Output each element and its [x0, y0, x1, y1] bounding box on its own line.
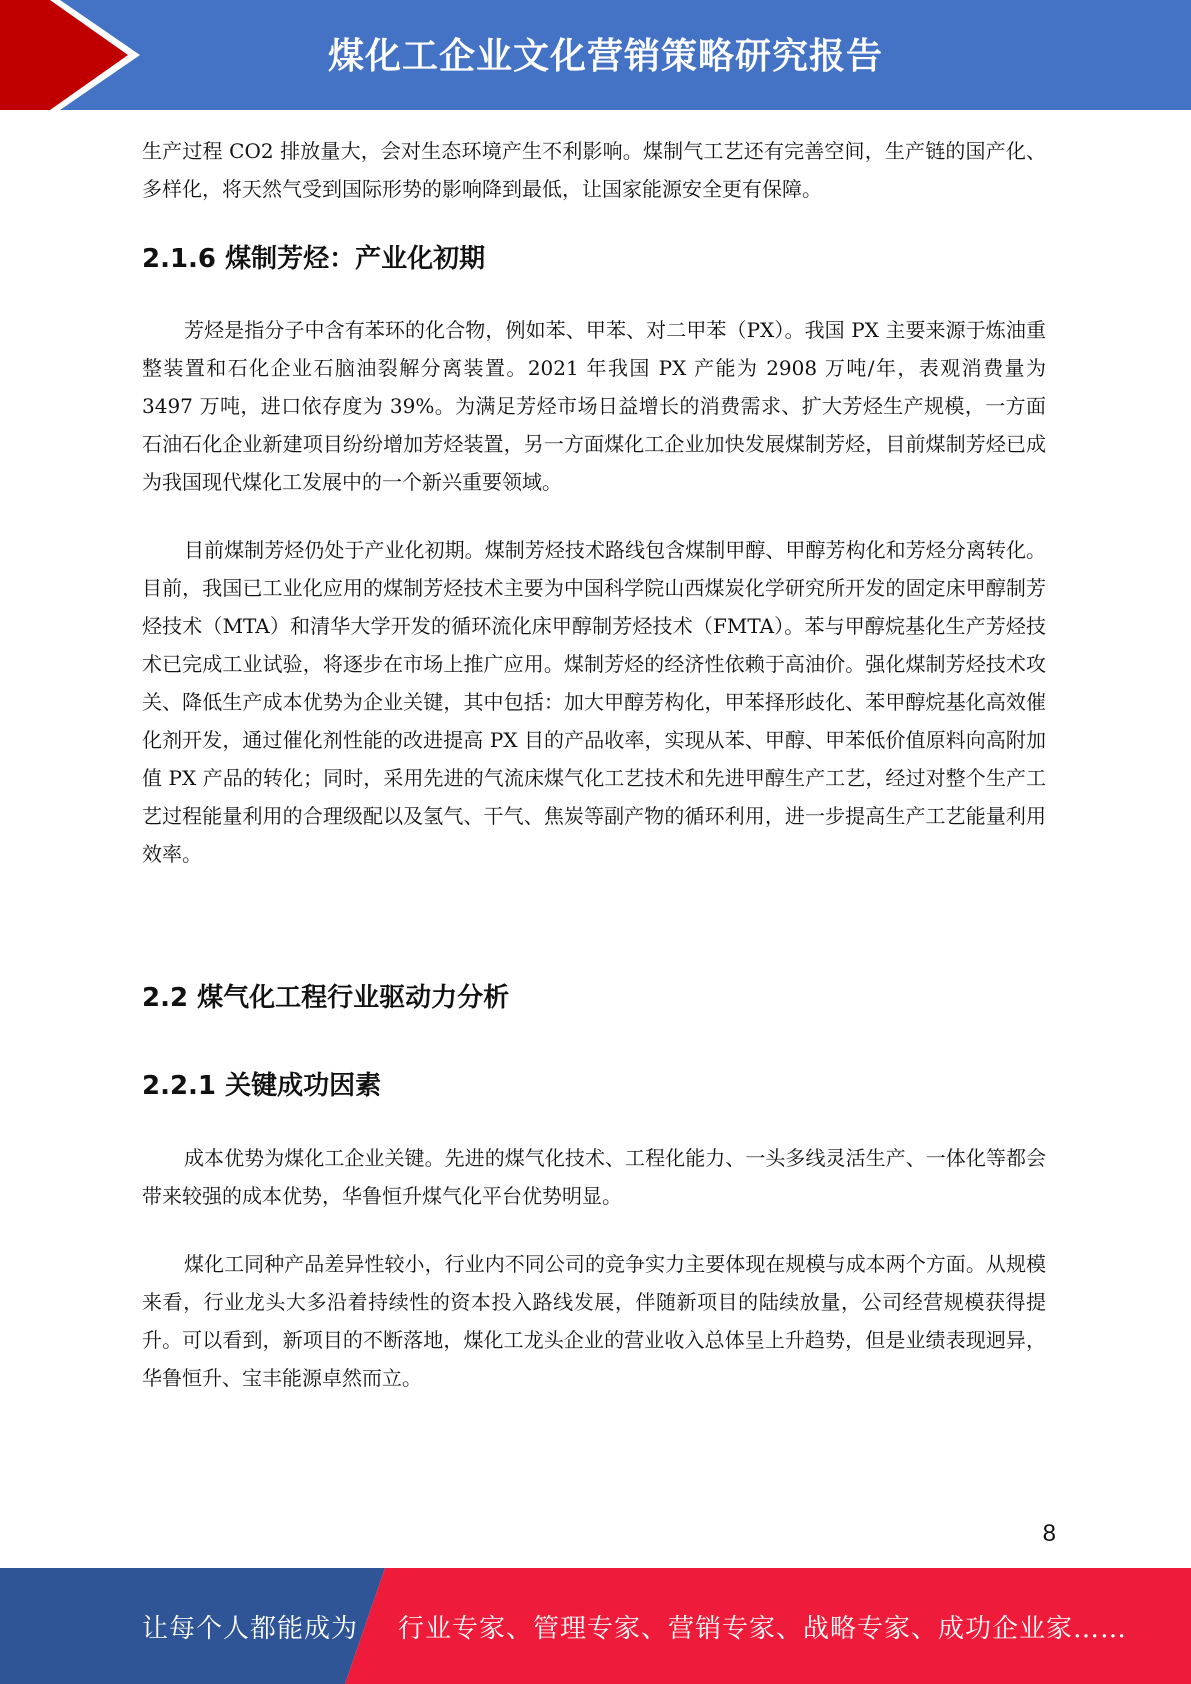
page-header	[0, 0, 1191, 110]
report-title: 煤化工企业文化营销策略研究报告	[327, 36, 883, 77]
footer-slogan-right: 行业专家、管理专家、营销专家、战略专家、成功企业家……	[398, 1614, 1128, 1644]
page-number: 8	[1042, 1520, 1056, 1547]
section-heading-2-2: 2.2 煤气化工程行业驱动力分析	[142, 983, 510, 1013]
intro-paragraph: 生产过程 CO2 排放量大，会对生态环境产生不利影响。煤制气工艺还有完善空间，生产链的国产化、多样化，将天然气受到国际形势的影响降到最低，让国家能源安全更有保障。	[142, 139, 1046, 201]
body-paragraph: 芳烃是指分子中含有苯环的化合物，例如苯、甲苯、对二甲苯（PX）。我国 PX 主要来源于炼油重整装置和石化企业石脑油裂解分离装置。2021 年我国 PX 产能为 2908 万吨/年，表观消费量为 3497 万吨，进口依存度为 39%。为满足芳烃市场日益增长的消费需求、扩大芳烃生产规模，一方面石油石化企业新建项目纷纷增加芳烃装置，另一方面煤化工企业加快发展煤制芳烃，目前煤制芳烃已成为我国现代煤化工发展中的一个新兴重要领域。	[142, 318, 1046, 494]
body-paragraph: 目前煤制芳烃仍处于产业化初期。煤制芳烃技术路线包含煤制甲醇、甲醇芳构化和芳烃分离转化。目前，我国已工业化应用的煤制芳烃技术主要为中国科学院山西煤炭化学研究所开发的固定床甲醇制芳烃技术（MTA）和清华大学开发的循环流化床甲醇制芳烃技术（FMTA）。苯与甲醇烷基化生产芳烃技术已完成工业试验，将逐步在市场上推广应用。煤制芳烃的经济性依赖于高油价。强化煤制芳烃技术攻关、降低生产成本优势为企业关键，其中包括：加大甲醇芳构化，甲苯择形歧化、苯甲醇烷基化高效催化剂开发，通过催化剂性能的改进提高 PX 目的产品收率，实现从苯、甲醇、甲苯低价值原料向高附加值 PX 产品的转化；同时，采用先进的气流床煤气化工艺技术和先进甲醇生产工艺，经过对整个生产工艺过程能量利用的合理级配以及氢气、干气、焦炭等副产物的循环利用，进一步提高生产工艺能量利用效率。	[142, 538, 1046, 866]
page-footer	[0, 1568, 1191, 1684]
body-paragraph: 煤化工同种产品差异性较小，行业内不同公司的竞争实力主要体现在规模与成本两个方面。从规模来看，行业龙头大多沿着持续性的资本投入路线发展，伴随新项目的陆续放量，公司经营规模获得提升。可以看到，新项目的不断落地，煤化工龙头企业的营业收入总体呈上升趋势，但是业绩表现迥异，华鲁恒升、宝丰能源卓然而立。	[142, 1252, 1046, 1390]
footer-slogan-left: 让每个人都能成为	[142, 1614, 359, 1644]
page-content	[142, 132, 1046, 1397]
section-heading-2-1-6: 2.1.6 煤制芳烃：产业化初期	[142, 244, 486, 274]
section-heading-2-2-1: 2.2.1 关键成功因素	[142, 1071, 382, 1101]
body-paragraph: 成本优势为煤化工企业关键。先进的煤气化技术、工程化能力、一头多线灵活生产、一体化等都会带来较强的成本优势，华鲁恒升煤气化平台优势明显。	[142, 1146, 1046, 1208]
